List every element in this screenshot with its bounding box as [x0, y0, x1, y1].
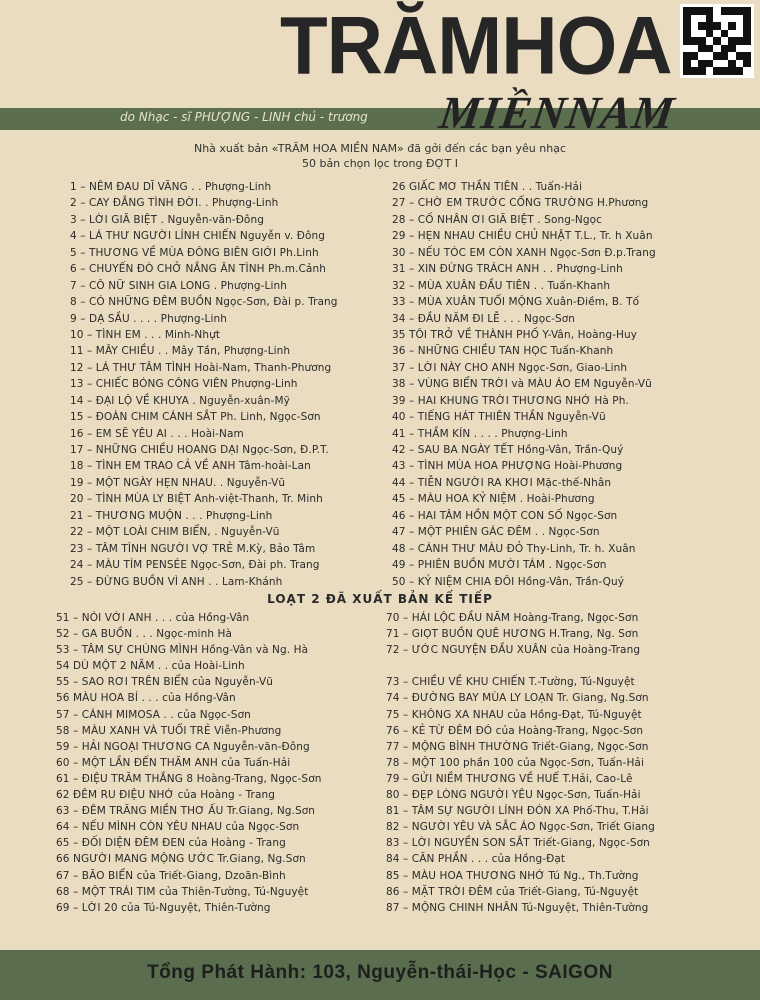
- song-entry: 67 – BÃO BIỂN của Triết-Giang, Dzoãn-Bình: [56, 869, 286, 882]
- song-entry: 58 – MÀU XANH VÀ TUỔI TRẺ Viễn-Phương: [56, 724, 282, 737]
- song-entry: 84 – CĂN PHẦN . . . của Hồng-Đạt: [386, 853, 566, 866]
- song-entry: 21 – THƯƠNG MUỘN . . . Phượng-Linh: [70, 509, 273, 522]
- song-entry: 45 – MÀU HOA KỶ NIỆM . Hoài-Phương: [392, 493, 595, 506]
- song-entry: 62 ĐÊM RU ĐIỆU NHỚ của Hoàng - Trang: [56, 789, 276, 802]
- song-entry: 23 – TÂM TÌNH NGƯỜI VỢ TRẺ M.Kỳ, Bảo Tâm: [70, 542, 316, 555]
- batch2-right-list: [386, 610, 716, 916]
- song-entry: 78 – MỘT 100 phần 100 của Ngọc-Sơn, Tuấn-Hải: [386, 756, 644, 769]
- song-entry: 51 – NÓI VỚI ANH . . . của Hồng-Vân: [56, 612, 250, 624]
- song-entry: 57 – CÁNH MIMOSA . . của Ngọc-Sơn: [56, 708, 251, 721]
- batch1-left-list: [70, 179, 388, 590]
- qr-code-icon: [680, 4, 754, 78]
- song-entry: 64 – NẾU MÌNH CÒN YÊU NHAU của Ngọc-Sơn: [56, 821, 300, 834]
- song-entry: 7 – CÔ NỮ SINH GIA LONG . Phượng-Linh: [70, 279, 288, 292]
- section-2-title: LOẠT 2 ĐÃ XUẤT BẢN KẾ TIẾP: [267, 592, 493, 606]
- song-entry: 80 – ĐẸP LÒNG NGƯỜI YÊU Ngọc-Sơn, Tuấn-Hải: [386, 789, 641, 802]
- song-entry: 41 – THẦM KÍN . . . . Phượng-Linh: [392, 427, 568, 440]
- song-entry: 12 – LÁ THƯ TÂM TÌNH Hoài-Nam, Thanh-Phương: [70, 361, 332, 374]
- song-entry: 29 – HẸN NHAU CHIỀU CHỦ NHẬT T.L., Tr. h Xuân: [392, 230, 653, 243]
- song-entry: 74 – ĐƯỜNG BAY MÙA LY LOẠN Tr. Giang, Ng.Sơn: [386, 692, 649, 705]
- song-entry: 24 – MÀU TÍM PENSÉE Ngọc-Sơn, Đài ph. Trang: [70, 559, 320, 572]
- song-entry: 42 – SAU BA NGÀY TẾT Hồng-Vân, Trần-Quý: [392, 444, 624, 456]
- song-entry: 13 – CHIẾC BÓNG CÔNG VIÊN Phượng-Linh: [70, 378, 298, 391]
- song-entry: 46 – HAI TÂM HỒN MỘT CON SỐ Ngọc-Sơn: [392, 509, 618, 522]
- song-entry: 73 – CHIỀU VỀ KHU CHIẾN T.-Tường, Tú-Nguyệt: [386, 676, 635, 689]
- song-entry: 38 – VÙNG BIỂN TRỜI và MÀU ÁO EM Nguyễn-Vũ: [392, 378, 652, 391]
- song-entry: 28 – CỐ NHÂN ƠI GIÃ BIỆT . Song-Ngọc: [392, 213, 602, 226]
- song-entry: 49 – PHIÊN BUỒN MƯỜI TÁM . Ngọc-Sơn: [392, 559, 607, 572]
- intro-line-1: Nhà xuất bản «TRĂM HOA MIỀN NAM» đã gởi đến các bạn yêu nhạc: [193, 142, 566, 155]
- song-entry: 68 – MỘT TRÁI TIM của Thiên-Tường, Tú-Nguyệt: [56, 885, 309, 898]
- title-sub: MIỀNNAM: [436, 87, 679, 138]
- song-entry: 11 – MÂY CHIỀU . . Mây Tần, Phượng-Linh: [70, 345, 291, 358]
- song-entry: 19 – MỘT NGÀY HẸN NHAU. . Nguyễn-Vũ: [70, 476, 286, 489]
- song-entry: 44 – TIỄN NGƯỜI RA KHƠI Mặc-thế-Nhân: [392, 476, 612, 489]
- song-entry: 10 – TÌNH EM . . . Minh-Nhựt: [70, 328, 221, 341]
- footer-address: Tổng Phát Hành: 103, Nguyễn-thái-Học - SAIGON: [147, 962, 613, 983]
- batch2-left-list: [56, 610, 386, 916]
- song-entry: 1 – NÊM ĐAU DĨ VÃNG . . Phượng-Linh: [70, 181, 272, 193]
- song-entry: 6 – CHUYẾN ĐÒ CHỞ NẮNG ÂN TÌNH Ph.m.Cảnh: [70, 263, 326, 276]
- song-entry: 59 – HẢI NGOẠI THƯƠNG CA Nguyễn-văn-Đông: [56, 740, 310, 753]
- song-entry: 48 – CÁNH THƯ MÀU ĐỎ Thy-Linh, Tr. h. Xuân: [392, 542, 636, 555]
- song-entry: 15 – ĐOÀN CHIM CÁNH SẮT Ph. Linh, Ngọc-Sơn: [70, 411, 321, 424]
- song-entry: 61 – ĐIỆU TRĂM THẮNG 8 Hoàng-Trang, Ngọc-Sơn: [56, 772, 322, 785]
- song-entry: 55 – SAO RƠI TRÊN BIỂN của Nguyễn-Vũ: [56, 676, 274, 689]
- song-entry: 40 – TIẾNG HÁT THIÊN THẦN Nguyễn-Vũ: [392, 411, 606, 424]
- song-entry: 22 – MỘT LOÀI CHIM BIỂN, . Nguyễn-Vũ: [70, 526, 280, 539]
- song-entry: 47 – MỘT PHIÊN GÁC ĐÊM . . Ngọc-Sơn: [392, 526, 600, 539]
- song-entry: 35 TÔI TRỞ VỀ THÀNH PHỐ Y-Vân, Hoàng-Huy: [392, 328, 638, 341]
- song-entry: 43 – TÌNH MÙA HOA PHƯỢNG Hoài-Phương: [392, 460, 623, 473]
- song-entry: 65 – ĐỐI DIỆN ĐÊM ĐEN của Hoàng - Trang: [56, 837, 286, 850]
- song-entry: 76 – KẺ TỪ ĐÊM ĐÓ của Hoàng-Trang, Ngọc-Sơn: [386, 724, 644, 737]
- song-entry: 86 – MẶT TRỜI ĐÊM của Triết-Giang, Tú-Nguyệt: [386, 885, 639, 898]
- banner-text: do Nhạc - sĩ PHƯỢNG - LINH chủ - trương: [120, 110, 368, 124]
- song-entry: 53 – TÂM SỰ CHÚNG MÌNH Hồng-Vân và Ng. Hà: [56, 644, 309, 657]
- song-entry: 32 – MÙA XUÂN ĐẦU TIÊN . . Tuấn-Khanh: [392, 279, 611, 292]
- song-entry: 5 – THƯƠNG VỀ MÙA ĐÔNG BIÊN GIỚI Ph.Linh: [70, 246, 319, 259]
- song-entry: 9 – DẠ SẦU . . . . Phượng-Linh: [70, 312, 228, 325]
- song-entry: 81 – TÂM SỰ NGƯỜI LÍNH ĐÓN XA Phố-Thu, T.Hải: [386, 805, 649, 818]
- song-entry: 18 – TÌNH EM TRAO CẢ VỀ ANH Tâm-hoài-Lan: [70, 460, 311, 473]
- song-entry: 30 – NẾU TÓC EM CÒN XANH Ngọc-Sơn Đ.p.Trang: [392, 246, 656, 259]
- song-entry: 87 – MỘNG CHINH NHÂN Tú-Nguyệt, Thiên-Tường: [386, 901, 649, 914]
- song-entry: 71 – GIỌT BUỒN QUÊ HƯƠNG H.Trang, Ng. Sơn: [386, 628, 639, 641]
- song-entry: 75 – KHÔNG XA NHAU của Hồng-Đạt, Tú-Nguyệt: [386, 708, 642, 721]
- song-entry: 25 – ĐỪNG BUỒN VÌ ANH . . Lam-Khánh: [70, 575, 283, 588]
- intro-line-2: 50 bản chọn lọc trong ĐỢT I: [301, 157, 459, 170]
- song-entry: 50 – KỶ NIỆM CHIA ĐÔI Hồng-Vân, Trần-Quý: [392, 575, 625, 588]
- title-main: TRĂMHOA: [280, 0, 672, 92]
- song-entry: 63 – ĐÊM TRĂNG MIỀN THƠ ẤU Tr.Giang, Ng.Sơn: [56, 805, 316, 818]
- song-entry: 3 – LỜI GIÃ BIỆT . Nguyễn-văn-Đông: [70, 213, 264, 226]
- batch1-right-list: [392, 179, 710, 590]
- song-entry: 27 – CHỜ EM TRƯỚC CỔNG TRƯỜNG H.Phương: [392, 197, 649, 210]
- song-entry: 37 – LỜI NÀY CHO ANH Ngọc-Sơn, Giao-Linh: [392, 361, 628, 374]
- song-entry: [386, 658, 716, 674]
- song-entry: 20 – TÌNH MÙA LY BIỆT Anh-việt-Thanh, Tr. Minh: [70, 493, 323, 506]
- song-entry: 60 – MỘT LẦN ĐẾN THĂM ANH của Tuấn-Hải: [56, 756, 291, 769]
- song-entry: 82 – NGƯỜI YÊU VÀ SẮC ÁO Ngọc-Sơn, Triết Giang: [386, 821, 655, 834]
- song-entry: 39 – HAI KHUNG TRỜI THƯƠNG NHỚ Hà Ph.: [392, 394, 629, 407]
- song-entry: 16 – EM SẼ YÊU AI . . . Hoài-Nam: [70, 427, 244, 440]
- song-entry: 17 – NHỮNG CHIỀU HOANG DẠI Ngọc-Sơn, Đ.P.T.: [70, 444, 329, 456]
- song-entry: 77 – MỘNG BÌNH THƯỜNG Triết-Giang, Ngọc-Sơn: [386, 740, 649, 753]
- song-entry: 56 MÀU HOA BÍ . . . của Hồng-Vân: [56, 692, 236, 705]
- song-entry: 26 GIẤC MƠ THẦN TIÊN . . Tuấn-Hải: [392, 181, 583, 193]
- song-entry: 33 – MÙA XUÂN TUỔI MỘNG Xuân-Điềm, B. Tố: [392, 296, 640, 309]
- song-entry: 83 – LỜI NGUYỀN SON SẮT Triết-Giang, Ngọc-Sơn: [386, 837, 650, 850]
- song-entry: 54 DÙ MỘT 2 NĂM . . của Hoài-Linh: [56, 660, 245, 673]
- song-entry: 36 – NHỮNG CHIỀU TAN HỌC Tuấn-Khanh: [392, 345, 614, 358]
- song-entry: 85 – MÀU HOA THƯƠNG NHỚ Tú Ng., Th.Tường: [386, 869, 639, 882]
- song-entry: 31 – XIN ĐỪNG TRÁCH ANH . . Phượng-Linh: [392, 263, 623, 276]
- song-entry: 66 NGƯỜI MANG MỘNG ƯỚC Tr.Giang, Ng.Sơn: [56, 853, 306, 866]
- song-entry: 14 – ĐẠI LỘ VỀ KHUYA . Nguyễn-xuân-Mỹ: [70, 394, 290, 407]
- song-entry: 52 – GA BUỒN . . . Ngọc-minh Hà: [56, 628, 233, 641]
- song-entry: 69 – LỜI 20 của Tú-Nguyệt, Thiên-Tường: [56, 901, 271, 914]
- song-entry: 8 – CÓ NHỮNG ĐÊM BUỒN Ngọc-Sơn, Đài p. Trang: [70, 296, 338, 309]
- song-entry: 72 – ƯỚC NGUYỆN ĐẦU XUÂN của Hoàng-Trang: [386, 644, 641, 657]
- song-entry: 4 – LÁ THƯ NGƯỜI LÍNH CHIẾN Nguyễn v. Đông: [70, 230, 326, 243]
- song-entry: 2 – CAY ĐẮNG TÌNH ĐỜI. . Phượng-Linh: [70, 197, 279, 210]
- song-entry: 34 – ĐẦU NĂM ĐI LỄ . . . Ngọc-Sơn: [392, 312, 576, 325]
- song-entry: 79 – GỬI NIỀM THƯƠNG VỀ HUẾ T.Hải, Cao-Lê: [386, 772, 633, 785]
- song-entry: 70 – HÁI LỘC ĐẦU NĂM Hoàng-Trang, Ngọc-Sơn: [386, 612, 639, 624]
